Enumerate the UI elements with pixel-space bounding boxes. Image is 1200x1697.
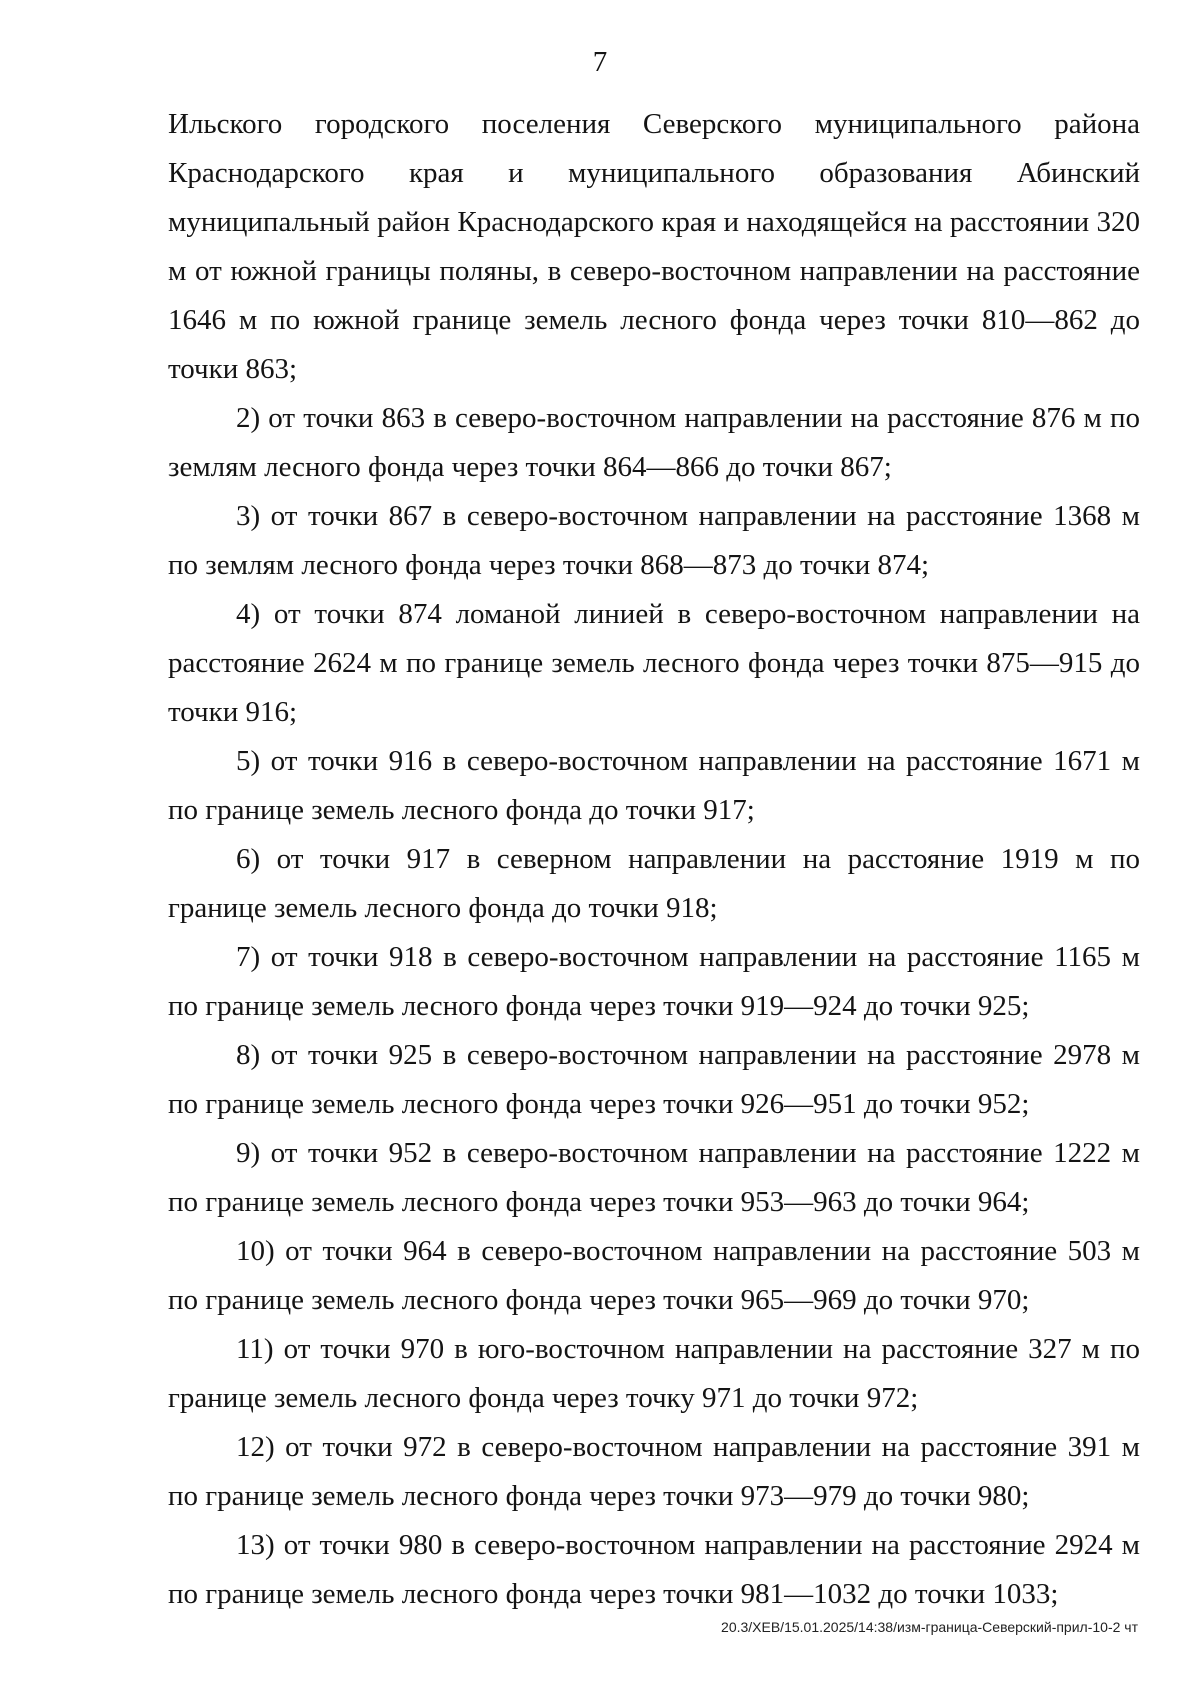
list-item-7: 7) от точки 918 в северо-восточном направлении на расстояние 1165 м по границе земель лесного фонда через точки 919—924 до точки 925; xyxy=(168,941,1140,1022)
list-item-13: 13) от точки 980 в северо-восточном направлении на расстояние 2924 м по границе земель лесного фонда через точки 981—1032 до точки 1033; xyxy=(168,1529,1140,1610)
document-footer-code: 20.3/ХЕВ/15.01.2025/14:38/изм-граница-Северский-прил-10-2 чт xyxy=(721,1619,1138,1635)
list-item-4: 4) от точки 874 ломаной линией в северо-восточном направлении на расстояние 2624 м по границе земель лесного фонда через точки 875—915 до точки 916; xyxy=(168,598,1140,728)
list-item-3: 3) от точки 867 в северо-восточном направлении на расстояние 1368 м по землям лесного фонда через точки 868—873 до точки 874; xyxy=(168,500,1140,581)
paragraph-continuation: Ильского городского поселения Северского муниципального района Краснодарского края и муниципального образования Абинский муниципальный район Краснодарского края и находящейся на расстоянии 320 м от южной границы поляны, в северо-восточном направлении на расстояние 1646 м по южной границе земель лесного фонда через точки 810—862 до точки 863; xyxy=(168,108,1140,385)
document-body xyxy=(168,100,1140,1619)
list-item-8: 8) от точки 925 в северо-восточном направлении на расстояние 2978 м по границе земель лесного фонда через точки 926—951 до точки 952; xyxy=(168,1039,1140,1120)
list-item-5: 5) от точки 916 в северо-восточном направлении на расстояние 1671 м по границе земель лесного фонда до точки 917; xyxy=(168,745,1140,826)
list-item-10: 10) от точки 964 в северо-восточном направлении на расстояние 503 м по границе земель лесного фонда через точки 965—969 до точки 970; xyxy=(168,1235,1140,1316)
list-item-9: 9) от точки 952 в северо-восточном направлении на расстояние 1222 м по границе земель лесного фонда через точки 953—963 до точки 964; xyxy=(168,1137,1140,1218)
list-item-2: 2) от точки 863 в северо-восточном направлении на расстояние 876 м по землям лесного фонда через точки 864—866 до точки 867; xyxy=(168,402,1140,483)
page-number: 7 xyxy=(592,46,608,78)
list-item-11: 11) от точки 970 в юго-восточном направлении на расстояние 327 м по границе земель лесного фонда через точку 971 до точки 972; xyxy=(168,1333,1140,1414)
list-item-12: 12) от точки 972 в северо-восточном направлении на расстояние 391 м по границе земель лесного фонда через точки 973—979 до точки 980; xyxy=(168,1431,1140,1512)
list-item-6: 6) от точки 917 в северном направлении на расстояние 1919 м по границе земель лесного фонда до точки 918; xyxy=(168,843,1140,924)
